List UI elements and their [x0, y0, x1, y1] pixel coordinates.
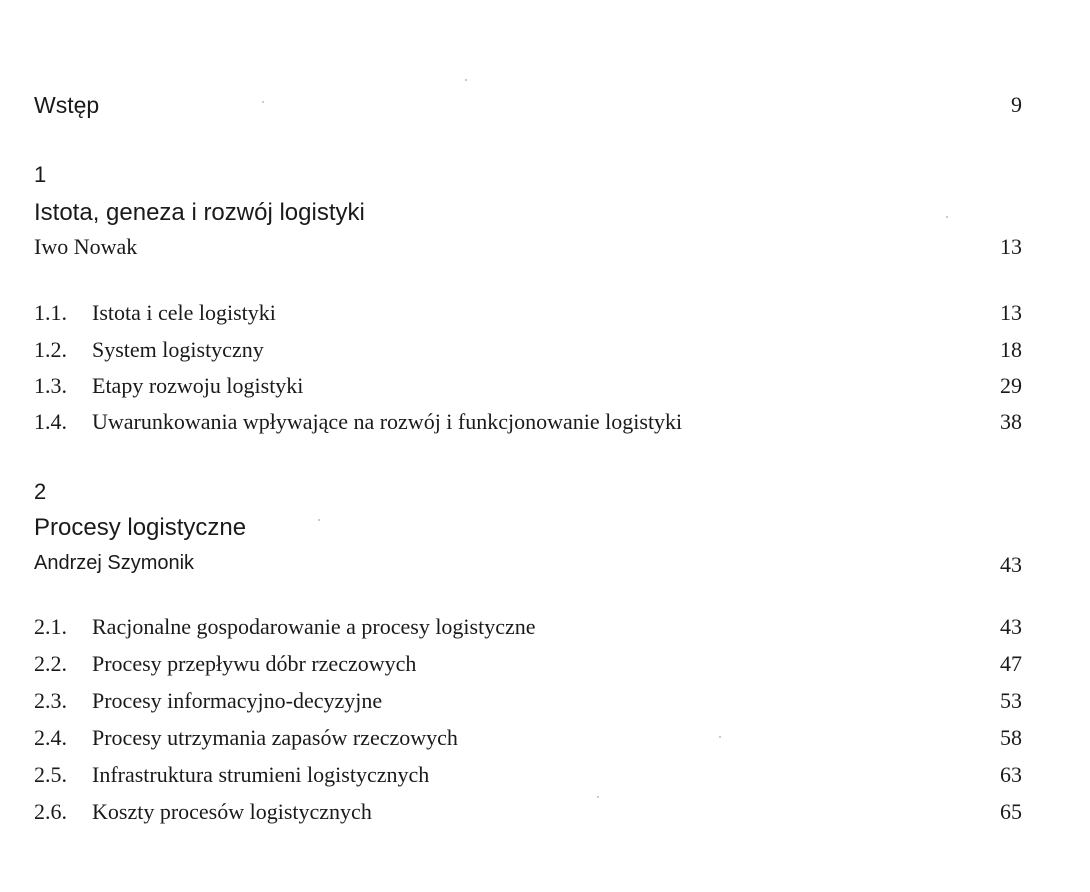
scan-speck [262, 101, 264, 103]
section-page: 63 [1000, 762, 1022, 787]
toc-section [34, 688, 1022, 718]
section-title: System logistyczny [92, 337, 264, 362]
toc-entry-page: 13 [1000, 234, 1022, 259]
section-number: 2.5. [34, 762, 67, 787]
section-number: 1.4. [34, 409, 67, 434]
section-number: 1.2. [34, 337, 67, 362]
section-number: 1.3. [34, 373, 67, 398]
section-title: Infrastruktura strumieni logistycznych [92, 762, 430, 787]
chapter-title: Procesy logistyczne [34, 514, 247, 541]
toc-section [34, 799, 1022, 829]
toc-entry-page: 9 [1011, 92, 1022, 117]
chapter-number: 2 [34, 479, 47, 504]
section-title: Uwarunkowania wpływające na rozwój i funkcjonowanie logistyki [92, 409, 683, 434]
section-number: 1.1. [34, 300, 67, 325]
section-page: 38 [1000, 409, 1022, 434]
section-page: 13 [1000, 300, 1022, 325]
section-title: Procesy informacyjno-decyzyjne [92, 688, 383, 713]
section-number: 2.2. [34, 651, 67, 676]
section-number: 2.6. [34, 799, 67, 824]
section-page: 47 [1000, 651, 1022, 676]
toc-section [34, 300, 1022, 330]
toc-section [34, 762, 1022, 792]
section-page: 29 [1000, 373, 1022, 398]
toc-entry-title: Wstęp [34, 92, 100, 118]
chapter-author-row [34, 234, 1022, 264]
section-title: Etapy rozwoju logistyki [92, 373, 304, 398]
scan-speck [719, 736, 721, 738]
section-title: Koszty procesów logistycznych [92, 799, 372, 824]
scan-speck [946, 216, 948, 218]
chapter-title: Istota, geneza i rozwój logistyki [34, 199, 365, 226]
section-page: 43 [1000, 614, 1022, 639]
toc-entry-intro [34, 92, 1022, 122]
section-number: 2.3. [34, 688, 67, 713]
section-page: 53 [1000, 688, 1022, 713]
section-page: 65 [1000, 799, 1022, 824]
chapter-author: Andrzej Szymonik [34, 552, 195, 574]
section-title: Racjonalne gospodarowanie a procesy logistyczne [92, 614, 536, 639]
toc-section [34, 373, 1022, 403]
toc-section [34, 725, 1022, 755]
scan-speck [465, 79, 467, 81]
toc-section [34, 614, 1022, 644]
section-number: 2.1. [34, 614, 67, 639]
chapter-author-row [34, 552, 1022, 582]
toc-section [34, 337, 1022, 367]
toc-section [34, 409, 1022, 439]
chapter-author: Iwo Nowak [34, 234, 138, 259]
chapter-number: 1 [34, 162, 47, 187]
section-title: Procesy przepływu dóbr rzeczowych [92, 651, 417, 676]
section-page: 18 [1000, 337, 1022, 362]
section-title: Procesy utrzymania zapasów rzeczowych [92, 725, 458, 750]
section-page: 58 [1000, 725, 1022, 750]
scan-speck [597, 796, 599, 798]
toc-section [34, 651, 1022, 681]
toc-entry-page: 43 [1000, 552, 1022, 577]
scan-speck [318, 519, 320, 521]
section-title: Istota i cele logistyki [92, 300, 276, 325]
section-number: 2.4. [34, 725, 67, 750]
